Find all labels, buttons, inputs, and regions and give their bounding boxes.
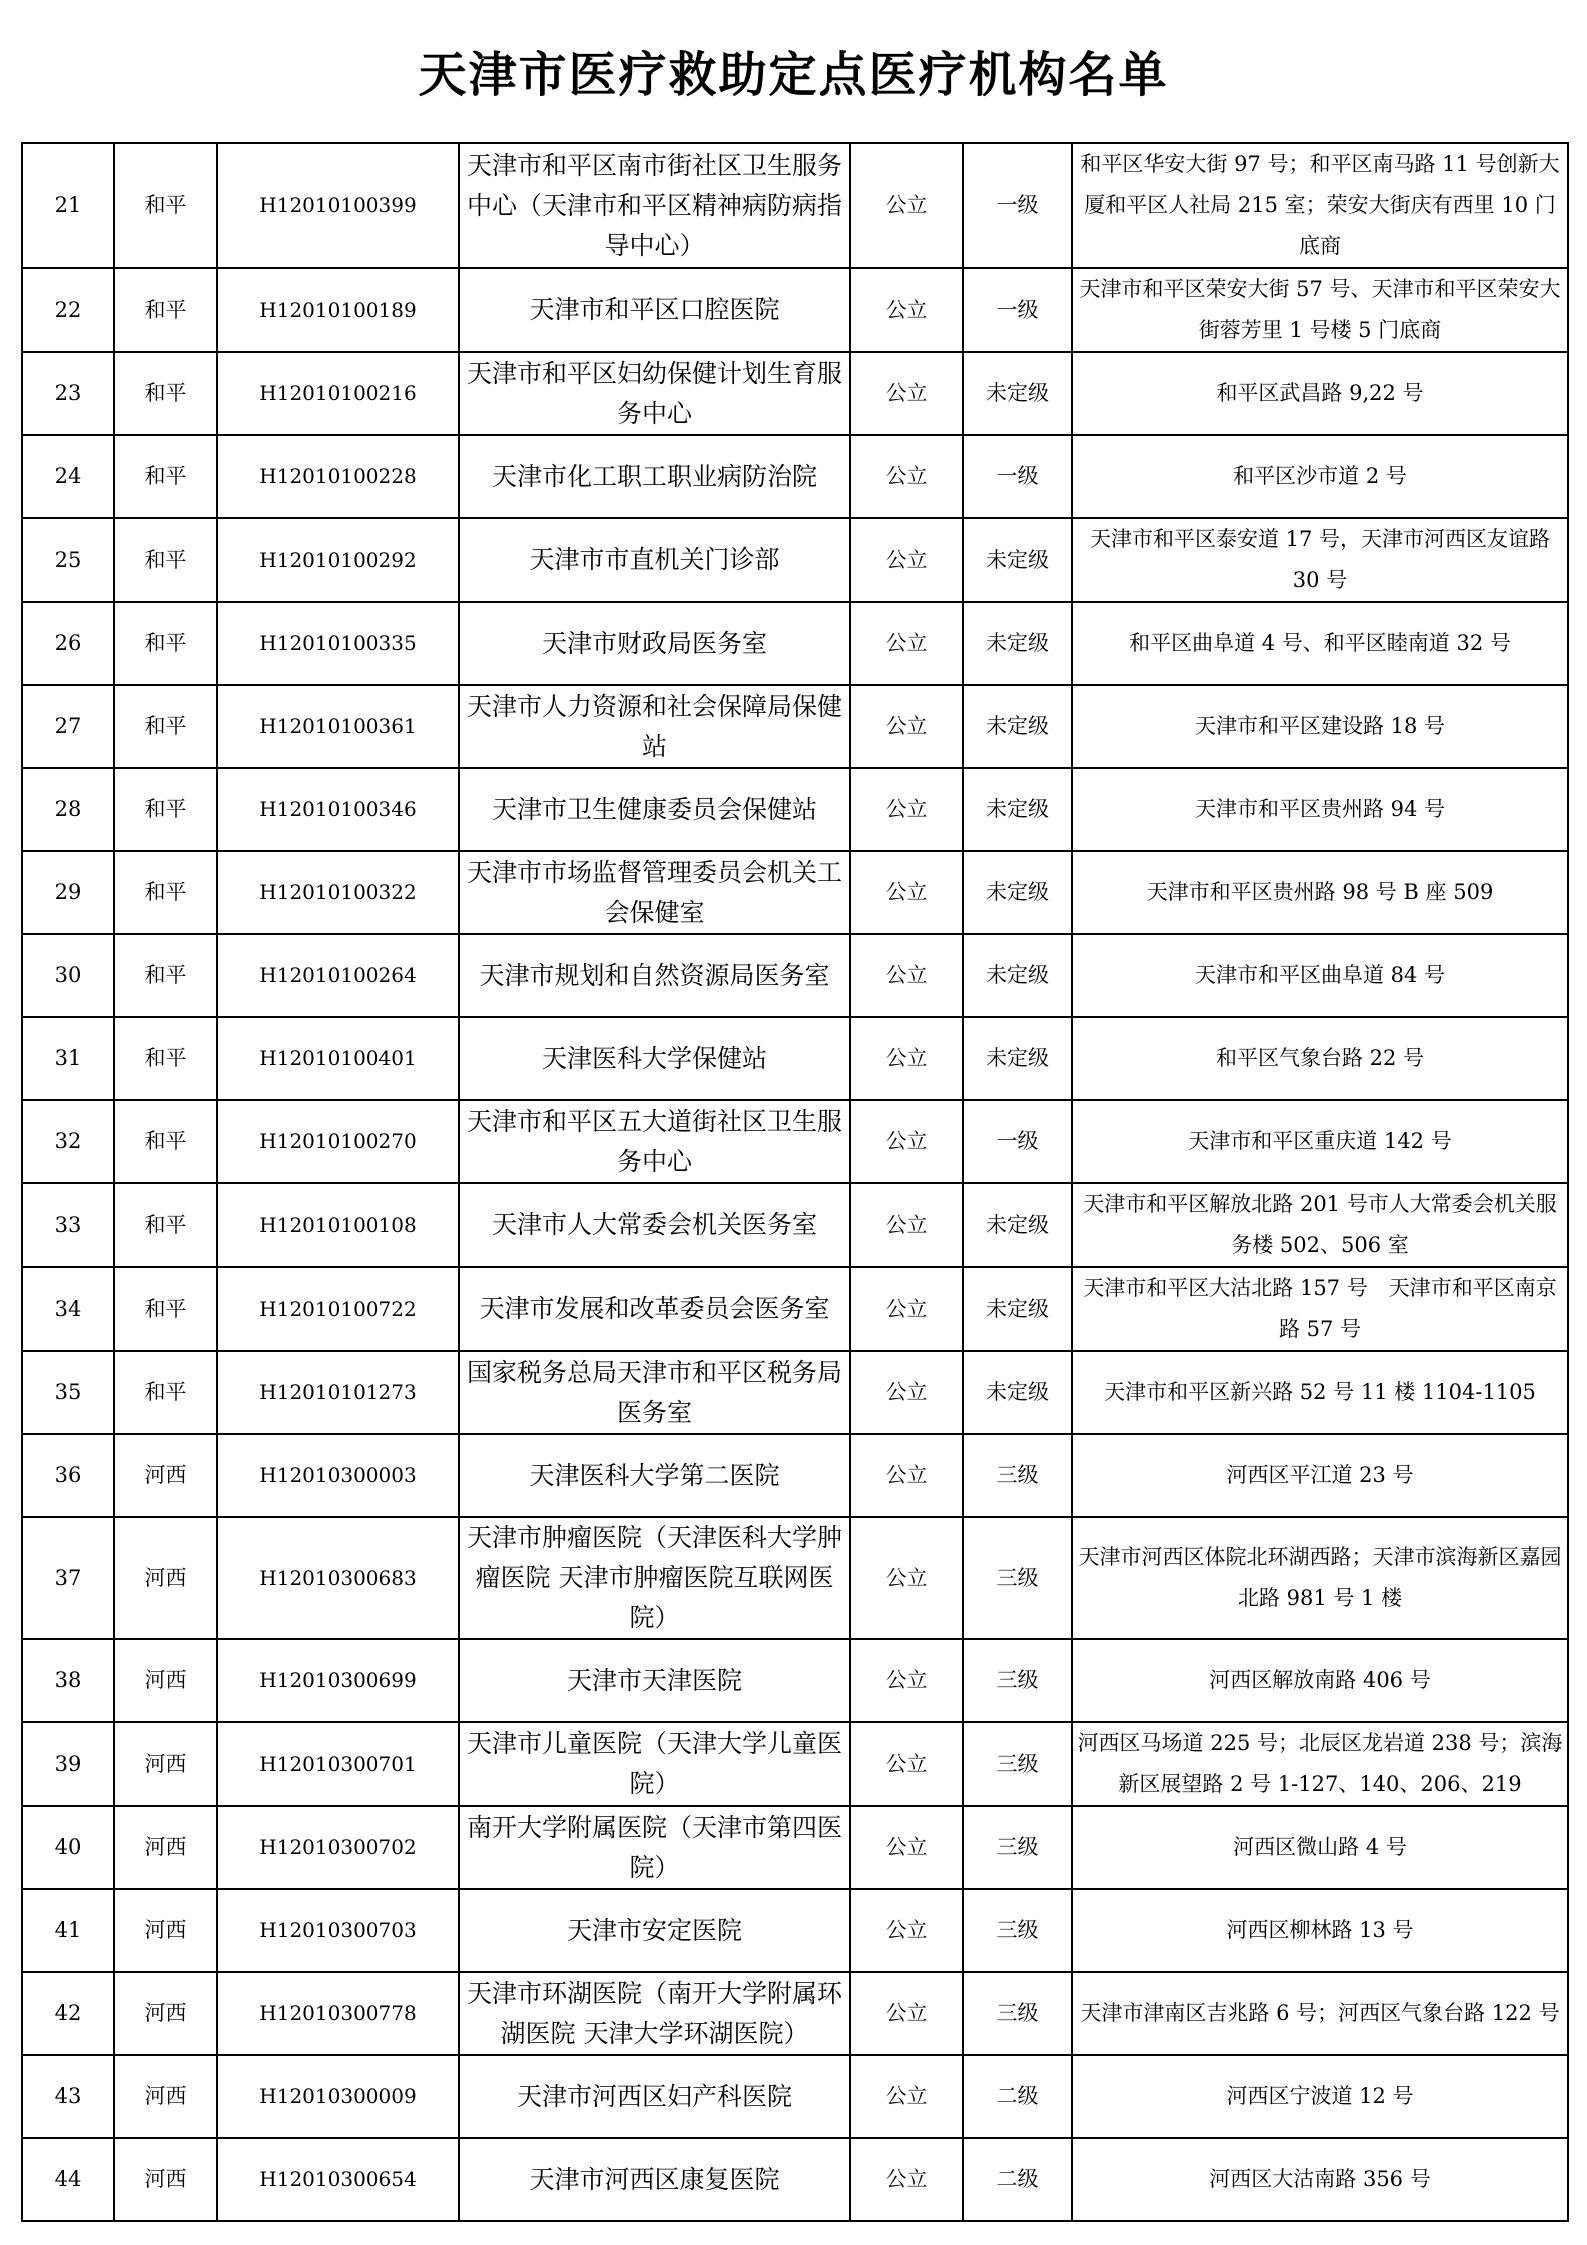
cell-level: 未定级 (963, 352, 1072, 435)
cell-level: 未定级 (963, 1267, 1072, 1351)
cell-district: 和平 (114, 851, 217, 934)
table-row (22, 268, 1568, 352)
cell-no: 32 (22, 1100, 114, 1183)
table-row (22, 143, 1568, 268)
cell-no: 24 (22, 435, 114, 518)
cell-ownership: 公立 (850, 143, 963, 268)
cell-district: 和平 (114, 268, 217, 352)
cell-ownership: 公立 (850, 1434, 963, 1517)
cell-name: 天津市化工职工职业病防治院 (459, 435, 850, 518)
cell-level: 一级 (963, 143, 1072, 268)
cell-address: 天津市和平区建设路 18 号 (1072, 685, 1568, 768)
cell-address: 和平区气象台路 22 号 (1072, 1017, 1568, 1100)
cell-name: 南开大学附属医院（天津市第四医院） (459, 1806, 850, 1889)
table-row (22, 685, 1568, 768)
cell-district: 和平 (114, 435, 217, 518)
cell-ownership: 公立 (850, 1639, 963, 1722)
cell-no: 28 (22, 768, 114, 851)
cell-name: 天津市卫生健康委员会保健站 (459, 768, 850, 851)
cell-address: 和平区华安大街 97 号；和平区南马路 11 号创新大厦和平区人社局 215 室；荣安大街庆有西里 10 门底商 (1072, 143, 1568, 268)
cell-district: 河西 (114, 1889, 217, 1972)
cell-level: 三级 (963, 1806, 1072, 1889)
cell-district: 河西 (114, 1972, 217, 2055)
cell-level: 未定级 (963, 518, 1072, 602)
cell-name: 天津市和平区南市街社区卫生服务中心（天津市和平区精神病防病指导中心） (459, 143, 850, 268)
table-row (22, 1100, 1568, 1183)
cell-name: 天津医科大学保健站 (459, 1017, 850, 1100)
cell-address: 天津市和平区大沽北路 157 号 天津市和平区南京路 57 号 (1072, 1267, 1568, 1351)
table-row (22, 1806, 1568, 1889)
cell-address: 和平区沙市道 2 号 (1072, 435, 1568, 518)
cell-name: 天津市人力资源和社会保障局保健站 (459, 685, 850, 768)
cell-level: 三级 (963, 1722, 1072, 1806)
cell-ownership: 公立 (850, 1017, 963, 1100)
table-row (22, 1017, 1568, 1100)
cell-no: 27 (22, 685, 114, 768)
cell-no: 39 (22, 1722, 114, 1806)
table-row (22, 602, 1568, 685)
cell-ownership: 公立 (850, 352, 963, 435)
cell-address: 河西区大沽南路 356 号 (1072, 2138, 1568, 2221)
cell-address: 河西区平江道 23 号 (1072, 1434, 1568, 1517)
cell-address: 天津市和平区新兴路 52 号 11 楼 1104-1105 (1072, 1351, 1568, 1434)
cell-district: 和平 (114, 352, 217, 435)
cell-ownership: 公立 (850, 1722, 963, 1806)
cell-no: 35 (22, 1351, 114, 1434)
cell-district: 和平 (114, 685, 217, 768)
cell-no: 43 (22, 2055, 114, 2138)
cell-district: 河西 (114, 1806, 217, 1889)
cell-district: 和平 (114, 1351, 217, 1434)
cell-code: H12010100189 (217, 268, 459, 352)
cell-no: 30 (22, 934, 114, 1017)
cell-address: 天津市和平区重庆道 142 号 (1072, 1100, 1568, 1183)
cell-name: 天津市河西区妇产科医院 (459, 2055, 850, 2138)
cell-name: 天津医科大学第二医院 (459, 1434, 850, 1517)
cell-district: 和平 (114, 1183, 217, 1267)
table-row (22, 1722, 1568, 1806)
cell-name: 天津市儿童医院（天津大学儿童医院） (459, 1722, 850, 1806)
cell-code: H12010300702 (217, 1806, 459, 1889)
cell-no: 33 (22, 1183, 114, 1267)
cell-district: 河西 (114, 2055, 217, 2138)
table-row (22, 1351, 1568, 1434)
table-row (22, 2055, 1568, 2138)
cell-ownership: 公立 (850, 268, 963, 352)
cell-ownership: 公立 (850, 685, 963, 768)
cell-no: 38 (22, 1639, 114, 1722)
cell-address: 河西区微山路 4 号 (1072, 1806, 1568, 1889)
cell-code: H12010100722 (217, 1267, 459, 1351)
page-title: 天津市医疗救助定点医疗机构名单 (418, 47, 1169, 103)
cell-address: 天津市和平区曲阜道 84 号 (1072, 934, 1568, 1017)
cell-address: 河西区柳林路 13 号 (1072, 1889, 1568, 1972)
table-row (22, 1639, 1568, 1722)
cell-district: 和平 (114, 934, 217, 1017)
cell-no: 40 (22, 1806, 114, 1889)
cell-address: 天津市和平区泰安道 17 号，天津市河西区友谊路 30 号 (1072, 518, 1568, 602)
table-row (22, 768, 1568, 851)
cell-no: 22 (22, 268, 114, 352)
cell-code: H12010100361 (217, 685, 459, 768)
table-row (22, 435, 1568, 518)
cell-ownership: 公立 (850, 934, 963, 1017)
cell-code: H12010100270 (217, 1100, 459, 1183)
cell-name: 天津市肿瘤医院（天津医科大学肿瘤医院 天津市肿瘤医院互联网医院） (459, 1517, 850, 1639)
table-row (22, 1517, 1568, 1639)
cell-name: 天津市环湖医院（南开大学附属环湖医院 天津大学环湖医院） (459, 1972, 850, 2055)
cell-district: 河西 (114, 1434, 217, 1517)
cell-code: H12010100322 (217, 851, 459, 934)
cell-no: 34 (22, 1267, 114, 1351)
cell-level: 未定级 (963, 934, 1072, 1017)
cell-district: 河西 (114, 1722, 217, 1806)
cell-level: 未定级 (963, 768, 1072, 851)
cell-name: 天津市市场监督管理委员会机关工会保健室 (459, 851, 850, 934)
cell-district: 河西 (114, 2138, 217, 2221)
cell-level: 一级 (963, 268, 1072, 352)
institution-table (21, 142, 1569, 2222)
cell-code: H12010100292 (217, 518, 459, 602)
cell-ownership: 公立 (850, 2138, 963, 2221)
cell-address: 天津市和平区贵州路 98 号 B 座 509 (1072, 851, 1568, 934)
table-row (22, 1183, 1568, 1267)
cell-ownership: 公立 (850, 1972, 963, 2055)
cell-no: 42 (22, 1972, 114, 2055)
cell-code: H12010100401 (217, 1017, 459, 1100)
cell-code: H12010300009 (217, 2055, 459, 2138)
cell-level: 未定级 (963, 685, 1072, 768)
cell-name: 天津市发展和改革委员会医务室 (459, 1267, 850, 1351)
cell-name: 天津市和平区口腔医院 (459, 268, 850, 352)
cell-ownership: 公立 (850, 1517, 963, 1639)
cell-name: 天津市和平区妇幼保健计划生育服务中心 (459, 352, 850, 435)
cell-address: 天津市和平区贵州路 94 号 (1072, 768, 1568, 851)
cell-level: 未定级 (963, 602, 1072, 685)
cell-code: H12010100264 (217, 934, 459, 1017)
cell-code: H12010300003 (217, 1434, 459, 1517)
table-row (22, 1267, 1568, 1351)
cell-code: H12010101273 (217, 1351, 459, 1434)
table-row (22, 2138, 1568, 2221)
cell-code: H12010100335 (217, 602, 459, 685)
cell-name: 天津市财政局医务室 (459, 602, 850, 685)
cell-no: 37 (22, 1517, 114, 1639)
cell-ownership: 公立 (850, 1183, 963, 1267)
table-row (22, 1434, 1568, 1517)
cell-level: 一级 (963, 1100, 1072, 1183)
cell-address: 天津市河西区体院北环湖西路；天津市滨海新区嘉园北路 981 号 1 楼 (1072, 1517, 1568, 1639)
cell-level: 一级 (963, 435, 1072, 518)
cell-no: 21 (22, 143, 114, 268)
cell-no: 44 (22, 2138, 114, 2221)
cell-district: 和平 (114, 768, 217, 851)
cell-code: H12010300699 (217, 1639, 459, 1722)
cell-address: 河西区宁波道 12 号 (1072, 2055, 1568, 2138)
cell-name: 天津市规划和自然资源局医务室 (459, 934, 850, 1017)
table-row (22, 934, 1568, 1017)
cell-address: 河西区解放南路 406 号 (1072, 1639, 1568, 1722)
cell-no: 26 (22, 602, 114, 685)
cell-level: 二级 (963, 2138, 1072, 2221)
cell-code: H12010300683 (217, 1517, 459, 1639)
cell-ownership: 公立 (850, 518, 963, 602)
cell-address: 和平区曲阜道 4 号、和平区睦南道 32 号 (1072, 602, 1568, 685)
cell-address: 天津市和平区荣安大街 57 号、天津市和平区荣安大街蓉芳里 1 号楼 5 门底商 (1072, 268, 1568, 352)
cell-code: H12010100346 (217, 768, 459, 851)
table-body (22, 143, 1568, 2221)
cell-name: 天津市河西区康复医院 (459, 2138, 850, 2221)
cell-district: 和平 (114, 602, 217, 685)
cell-code: H12010300778 (217, 1972, 459, 2055)
table-row (22, 1972, 1568, 2055)
cell-ownership: 公立 (850, 2055, 963, 2138)
cell-ownership: 公立 (850, 768, 963, 851)
cell-ownership: 公立 (850, 435, 963, 518)
cell-district: 和平 (114, 1267, 217, 1351)
cell-district: 和平 (114, 1100, 217, 1183)
cell-level: 三级 (963, 1889, 1072, 1972)
cell-code: H12010100108 (217, 1183, 459, 1267)
table-row (22, 518, 1568, 602)
cell-ownership: 公立 (850, 1267, 963, 1351)
cell-name: 天津市人大常委会机关医务室 (459, 1183, 850, 1267)
cell-level: 三级 (963, 1639, 1072, 1722)
cell-code: H12010100399 (217, 143, 459, 268)
cell-name: 国家税务总局天津市和平区税务局医务室 (459, 1351, 850, 1434)
cell-address: 河西区马场道 225 号；北辰区龙岩道 238 号；滨海新区展望路 2 号 1-127、140、206、219 (1072, 1722, 1568, 1806)
cell-district: 河西 (114, 1517, 217, 1639)
cell-ownership: 公立 (850, 1100, 963, 1183)
cell-district: 和平 (114, 518, 217, 602)
cell-address: 天津市津南区吉兆路 6 号；河西区气象台路 122 号 (1072, 1972, 1568, 2055)
cell-ownership: 公立 (850, 1806, 963, 1889)
table-row (22, 1889, 1568, 1972)
cell-ownership: 公立 (850, 1351, 963, 1434)
cell-level: 三级 (963, 1517, 1072, 1639)
cell-level: 未定级 (963, 1351, 1072, 1434)
cell-district: 河西 (114, 1639, 217, 1722)
cell-name: 天津市安定医院 (459, 1889, 850, 1972)
cell-no: 31 (22, 1017, 114, 1100)
cell-level: 未定级 (963, 851, 1072, 934)
cell-no: 25 (22, 518, 114, 602)
cell-code: H12010100216 (217, 352, 459, 435)
cell-no: 29 (22, 851, 114, 934)
cell-no: 41 (22, 1889, 114, 1972)
cell-code: H12010300701 (217, 1722, 459, 1806)
cell-code: H12010300703 (217, 1889, 459, 1972)
cell-ownership: 公立 (850, 1889, 963, 1972)
cell-code: H12010100228 (217, 435, 459, 518)
cell-address: 天津市和平区解放北路 201 号市人大常委会机关服务楼 502、506 室 (1072, 1183, 1568, 1267)
cell-level: 三级 (963, 1434, 1072, 1517)
cell-district: 和平 (114, 143, 217, 268)
cell-level: 未定级 (963, 1183, 1072, 1267)
cell-ownership: 公立 (850, 602, 963, 685)
cell-code: H12010300654 (217, 2138, 459, 2221)
cell-district: 和平 (114, 1017, 217, 1100)
cell-name: 天津市天津医院 (459, 1639, 850, 1722)
cell-level: 二级 (963, 2055, 1072, 2138)
cell-level: 三级 (963, 1972, 1072, 2055)
table-row (22, 851, 1568, 934)
cell-name: 天津市市直机关门诊部 (459, 518, 850, 602)
cell-ownership: 公立 (850, 851, 963, 934)
cell-no: 36 (22, 1434, 114, 1517)
cell-name: 天津市和平区五大道街社区卫生服务中心 (459, 1100, 850, 1183)
cell-address: 和平区武昌路 9,22 号 (1072, 352, 1568, 435)
cell-level: 未定级 (963, 1017, 1072, 1100)
table-row (22, 352, 1568, 435)
cell-no: 23 (22, 352, 114, 435)
